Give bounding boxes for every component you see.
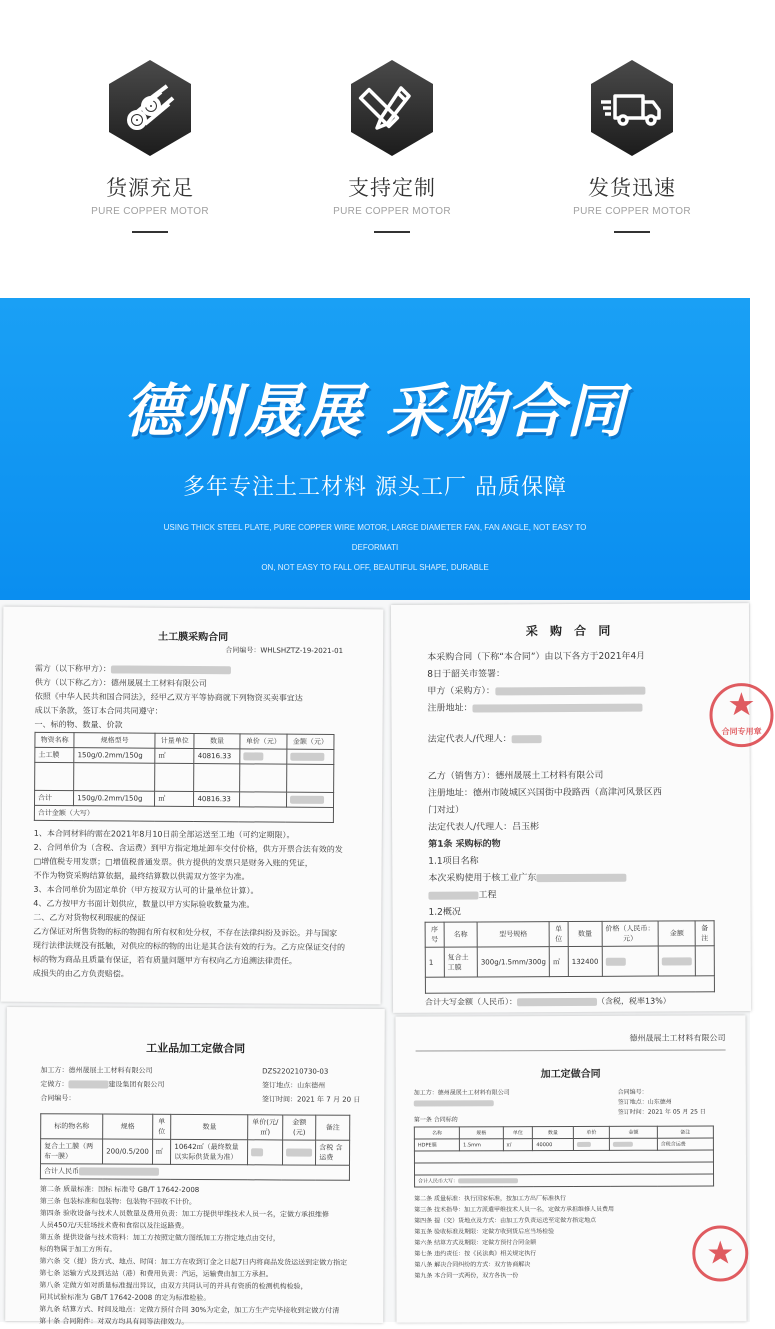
clause: 现行法律法规没有抵触，对供应的标的物的出让是其合法有效的行为。乙方应保证交付的: [32, 940, 346, 953]
banner-english-line: ON, NOT EASY TO FALL OFF, BEAUTIFUL SHAPE, DURABLE: [261, 563, 489, 572]
table-header: 金额: [658, 921, 695, 946]
address-b: 门对过）: [427, 805, 465, 816]
table-header: 金额: [610, 1126, 657, 1138]
clause: 第五条 提供设备与技术资料：加工方按照定做方图纸加工方指定地点由交付，: [39, 1233, 280, 1243]
feature-subtitle: PURE COPPER MOTOR: [573, 206, 691, 217]
feature-custom: [302, 58, 482, 233]
table-cell: 40000: [533, 1138, 573, 1150]
table-header-row: [41, 1114, 350, 1141]
feature-strip: [0, 0, 750, 298]
table-header: 名称: [444, 922, 477, 947]
redacted-text: [290, 753, 324, 761]
total-label: 合计人民币: [43, 1167, 79, 1176]
table-row: [34, 805, 333, 822]
table-cell: ㎡: [155, 791, 194, 806]
clause: 成损失的由乙方负责赔偿。: [32, 968, 129, 979]
legal-rep-a-label: 法定代表人/代理人：: [427, 734, 512, 745]
table-header: 备注: [316, 1115, 350, 1140]
table-cell: ㎡: [503, 1139, 533, 1151]
redacted-text: [472, 703, 642, 712]
clause: 第八条 定做方如对质量标准提出异议，由双方共同认可的并具有资质的检测机构检验，: [39, 1281, 308, 1291]
table-header: 单价: [573, 1126, 610, 1138]
table-cell: [282, 1140, 315, 1165]
feature-subtitle: PURE COPPER MOTOR: [333, 206, 451, 217]
project-label: 本次采购使用于核工业广东: [428, 873, 537, 884]
table-cell: [74, 763, 155, 792]
legal-rep-a: [428, 730, 710, 748]
contract-number: DZS220210730-03: [262, 1067, 329, 1076]
goods-table: [414, 1126, 714, 1188]
table-row: [414, 1150, 713, 1163]
clause: 第三条 技术指导：加工方派遣甲维技术人员一名，定做方承担维修人员费用: [414, 1205, 615, 1214]
contract-document-4: [395, 1015, 746, 1322]
table-row: [425, 946, 714, 978]
table-cell: [658, 946, 695, 976]
legal-rep-b: 法定代表人/代理人：吕玉彬: [428, 822, 540, 833]
clause: □增值税专用发票；□增值税普通发票。供方提供的发票只是财务入账的凭证，: [33, 856, 313, 868]
contract-document-1: [1, 607, 384, 1005]
redacted-text: [243, 752, 263, 760]
table-cell: [35, 762, 74, 790]
sub-heading: 1.1项目名称: [428, 856, 479, 867]
table-cell: 10642㎡（最终数量以实际供货量为准）: [171, 1139, 248, 1164]
company-header: 德州晟展土工材料有限公司: [629, 1033, 726, 1043]
contract-seal: [692, 1225, 748, 1281]
party-a-label: 甲方（采购方）：: [427, 686, 495, 697]
party-a: [427, 682, 709, 700]
table-cell: 复合土工膜: [444, 947, 477, 977]
redacted-text: [458, 1178, 518, 1183]
orderer-name: 建设集团有限公司: [108, 1080, 165, 1089]
table-header: 规格型号: [74, 733, 155, 749]
contractor: 加工方：德州晟展土工材料有限公司: [40, 1066, 153, 1075]
redacted-text: [605, 957, 625, 965]
table-row: [415, 1174, 714, 1187]
document-title: 加工定做合同: [540, 1068, 601, 1081]
party-a-label: 需方（以下称甲方）：: [34, 663, 111, 674]
redacted-text: [286, 1148, 312, 1156]
document-number: 合同编号：WHLSHZTZ-19-2021-01: [225, 646, 344, 656]
goods-table: [425, 920, 715, 994]
goods-table: [40, 1113, 350, 1181]
table-header: 金额(元): [283, 1115, 316, 1140]
table-header: 单位: [152, 1114, 171, 1139]
contract-meta: [618, 1088, 706, 1118]
signing-place: 签订地点：山东德州: [617, 1098, 672, 1106]
table-cell: [573, 1138, 610, 1150]
truck-icon: [587, 58, 677, 158]
contract-seal: [709, 683, 773, 747]
redacted-text: [662, 957, 692, 965]
table-header: 价格（人民币：元）: [602, 921, 659, 946]
document-title: 采 购 合 同: [525, 623, 615, 639]
table-cell: [286, 764, 333, 792]
table-cell: [415, 1174, 714, 1187]
clause: 同其试验标准为 GB/T 17642-2008 的定为标准检验。: [39, 1293, 211, 1303]
clause: 1、本合同材料的需在2021年8月10日前全部运送至工地（可约定期限）。: [33, 828, 295, 840]
redacted-text: [576, 1141, 590, 1146]
table-cell: [695, 946, 714, 976]
clause: 第八条 解决合同纠纷的方式：双方协商解决: [414, 1261, 531, 1269]
table-header: 计量单位: [155, 733, 194, 748]
table-header: 数量: [171, 1114, 248, 1139]
table-cell: [155, 763, 194, 791]
orderer-label: 定做方：: [40, 1080, 69, 1089]
divider: [374, 231, 410, 233]
seal-text: 合同专用章: [721, 727, 762, 737]
clause: 3、本合同单价为固定单价（甲方按双方认可的计量单位计算）。: [33, 884, 259, 896]
clause: 标的物属于加工方所有。: [39, 1245, 117, 1254]
feature-title: 支持定制: [348, 176, 436, 200]
table-cell: 300g/1.5mm/300g: [477, 947, 549, 977]
feature-subtitle: PURE COPPER MOTOR: [91, 206, 209, 217]
divider: [132, 231, 168, 233]
clause: 二、乙方对货物权利瑕疵的保证: [33, 912, 146, 923]
clause: 第九条 本合同一式两份，双方各执一份: [414, 1272, 519, 1280]
total-amount: [393, 994, 751, 1010]
clause: 乙方保证对所售货物的标的物拥有所有权和处分权，不存在法律纠纷及诉讼。并与国家: [33, 926, 338, 939]
table-cell: 土工膜: [35, 747, 74, 762]
total-label: 合计人民币大写：: [418, 1178, 459, 1185]
table-header: 数量: [568, 921, 602, 946]
banner: [0, 298, 750, 600]
table-row: [414, 1138, 713, 1151]
table-cell: 40816.33: [194, 792, 239, 807]
redacted-text: [79, 1167, 159, 1175]
table-cell: 合计金额（大写）: [34, 805, 333, 822]
table-header: 标的物名称: [41, 1114, 103, 1139]
feature-title: 货源充足: [106, 176, 194, 200]
table-cell: [240, 749, 287, 764]
contract-meta: [262, 1064, 361, 1107]
table-header-row: [425, 921, 714, 948]
pipes-icon: [105, 58, 195, 158]
address-a-label: 注册地址：: [427, 703, 473, 714]
feature-shipping: [542, 58, 722, 233]
section-heading: 第一条 合同标的: [413, 1116, 458, 1124]
table-cell: ㎡: [152, 1139, 171, 1164]
clause: 第七条 运输方式及到达站（港）和费用负责：汽运，运输费由加工方承担。: [39, 1269, 273, 1279]
table-row: [40, 1164, 349, 1181]
table-cell: [414, 1150, 713, 1163]
signing-place: 签订地点：山东德州: [262, 1081, 326, 1090]
address-b: 注册地址：德州市陵城区兴国街中段路西（高津河风景区西: [427, 787, 662, 799]
table-cell: ㎡: [549, 947, 568, 977]
redacted-text: [111, 665, 231, 674]
clause: 第六条 交（提）货方式、地点、时间：加工方在收到订金之日起7日内将商品发货运送到定做方指定: [39, 1257, 348, 1267]
clause: 第四条 验收设备与技术人员数量及费用负责：加工方提供甲维技术人员一名，定做方承担维修: [39, 1209, 329, 1219]
contract-number-label: 合同编号：: [40, 1094, 76, 1103]
redacted-text: [495, 686, 645, 695]
clause: 4、乙方按甲方书面计划供应，数量以甲方实际验收数量为准。: [33, 898, 255, 910]
table-cell: [239, 792, 286, 807]
intro-text: 8日于韶关市签署：: [427, 669, 506, 680]
table-header: 序号: [425, 922, 444, 947]
table-header: 单位: [549, 922, 568, 947]
redacted-text: [536, 873, 626, 881]
tax-label: （含税，税率13%）: [596, 996, 671, 1006]
table-cell: 1.5mm: [460, 1139, 503, 1151]
banner-english-text: [145, 518, 605, 578]
contract-number: 合同编号：: [617, 1088, 648, 1096]
contract-document-2: [391, 603, 762, 1013]
table-header-row: [414, 1126, 713, 1139]
document-title: 工业品加工定做合同: [146, 1041, 246, 1056]
table-cell: [287, 749, 334, 764]
clause: 第二条 质量标准：执行国家标准，按加工方出厂标准执行: [414, 1195, 567, 1203]
table-header: 单价（元）: [240, 734, 287, 749]
intro-text: 本采购合同（下称“本合同”）由以下各方于2021年4月: [427, 651, 646, 663]
table-cell: [610, 1138, 657, 1150]
contract-document-3: [5, 1007, 385, 1326]
redacted-text: [251, 1148, 263, 1156]
table-cell: [286, 792, 333, 807]
contractor: 加工方：德州晟展土工材料有限公司: [413, 1089, 510, 1097]
feature-title: 发货迅速: [588, 176, 676, 200]
goods-table: [34, 732, 335, 823]
project-text: [428, 869, 710, 887]
clause: 人员450元/天驻场技术费和食宿以及往返路费。: [39, 1221, 189, 1230]
project-label: 工程: [478, 890, 497, 901]
table-cell: [425, 976, 714, 994]
header-rule: [416, 1049, 726, 1051]
table-header: 数量: [194, 734, 239, 749]
table-header: 单位: [503, 1127, 533, 1139]
redacted-text: [517, 997, 597, 1005]
document-title: 土工膜采购合同: [158, 631, 229, 644]
signing-date: 签订时间：2021 年 7 月 20 日: [262, 1095, 361, 1104]
clause: 第六条 结算方式及期限：定做方预付合同金额: [414, 1239, 537, 1247]
table-cell: 132400: [568, 946, 602, 976]
star-icon: [695, 1228, 745, 1278]
table-cell: 合计: [34, 790, 73, 805]
clause: 第三条 包装标准和包装物：包装物不回收不计价。: [39, 1197, 197, 1207]
feature-supply: [60, 58, 240, 233]
table-header: 规格: [103, 1114, 153, 1139]
table-cell: 150g/0.2mm/150g: [74, 791, 155, 807]
party-b: 乙方（销售方）：德州晟展土工材料有限公司: [427, 770, 604, 782]
clause: 第五条 验收标准及期限：定做方收到货后应当场检验: [414, 1228, 555, 1236]
table-header: 备注: [695, 921, 714, 946]
table-cell: [40, 1164, 349, 1181]
clause: 2、合同单价为（含税、含运费）到甲方指定地址卸车交付价格，供方开票合法有效的发: [33, 842, 343, 855]
table-header: 规格: [460, 1127, 503, 1139]
ruler-pencil-icon: [347, 58, 437, 158]
table-cell: [248, 1140, 283, 1165]
project-text: [428, 886, 710, 904]
party-b: 供方（以下称乙方）：德州晟展土工材料有限公司: [34, 677, 207, 689]
sub-heading: 1.2概况: [428, 907, 461, 918]
table-cell: ㎡: [155, 748, 194, 763]
redacted-text: [512, 735, 542, 743]
table-cell: 含税 含运费: [316, 1140, 350, 1165]
table-header: 备注: [657, 1126, 713, 1138]
table-row: [425, 976, 714, 994]
star-icon: [712, 686, 770, 722]
table-cell: 40816.33: [194, 749, 239, 764]
table-cell: 含税含运费: [657, 1138, 713, 1150]
banner-english-line: USING THICK STEEL PLATE, PURE COPPER WIRE MOTOR, LARGE DIAMETER FAN, FAN ANGLE, NOT EASY TO DEFORMATI: [163, 523, 587, 552]
section-heading: 第1条 采购标的物: [428, 839, 501, 850]
table-header: 物资名称: [35, 732, 74, 747]
redacted-text: [414, 1100, 494, 1106]
table-row: [41, 1139, 350, 1166]
divider: [614, 231, 650, 233]
table-cell: 150g/0.2mm/150g: [74, 748, 155, 764]
section-heading: 一、标的物、数量、价款: [34, 719, 123, 730]
banner-title: 德州晟展 采购合同: [123, 377, 627, 445]
table-cell: 1: [425, 947, 444, 977]
address-a: [427, 699, 709, 717]
table-cell: [602, 946, 659, 976]
table-row: [414, 1162, 713, 1175]
table-cell: [194, 764, 240, 792]
table-header: 金额（元）: [287, 734, 334, 749]
clause: 第二条 质量标准：国标 标准号 GB/T 17642-2008: [39, 1185, 200, 1195]
contract-collage: [0, 600, 762, 1326]
redacted-text: [613, 1141, 633, 1146]
clause: 第七条 违约责任：按《民法典》相关规定执行: [414, 1250, 537, 1258]
redacted-text: [428, 891, 478, 899]
table-cell: [239, 764, 286, 792]
clause: 第十条 合同附件：对双方均具有同等法律效力。: [39, 1317, 189, 1326]
table-header: 名称: [414, 1127, 459, 1139]
intro-text: 依照《中华人民共和国合同法》，经甲乙双方平等协商就下列物资买卖事宜达: [34, 691, 303, 703]
table-cell: HDPE膜: [414, 1139, 459, 1151]
table-cell: 复合土工膜（两布一膜）: [41, 1139, 103, 1164]
table-header: 单价(元/㎡): [248, 1115, 283, 1140]
signing-date: 签订时间：2021 年 05 月 25 日: [617, 1108, 706, 1116]
table-header: 型号规格: [477, 922, 549, 947]
table-cell: 200/0.5/200: [103, 1139, 153, 1164]
redacted-text: [68, 1080, 108, 1088]
clause: 第四条 提（交）货地点及方式：由加工方负责运送至定做方指定地点: [414, 1216, 597, 1225]
banner-subtitle: 多年专注土工材料 源头工厂 品质保障: [183, 475, 567, 500]
intro-text: 成以下条款，签订本合同共同遵守：: [34, 705, 163, 716]
total-label: 合计大写金额（人民币）：: [424, 997, 518, 1007]
clause: 不作为物资采购结算依据，最终结算数以供需双方签字为准。: [33, 870, 250, 882]
table-header: 数量: [533, 1126, 573, 1138]
clause: 第九条 结算方式、时间及地点：定做方预付合同 30%为定金，加工方生产完毕接收到定做方付清: [39, 1305, 340, 1315]
redacted-text: [290, 796, 324, 804]
table-row: [35, 762, 334, 792]
clause: 标的物为商品且质量有保证，若有质量问题甲方有权向乙方追溯法律责任。: [32, 954, 297, 966]
table-cell: [414, 1162, 713, 1175]
